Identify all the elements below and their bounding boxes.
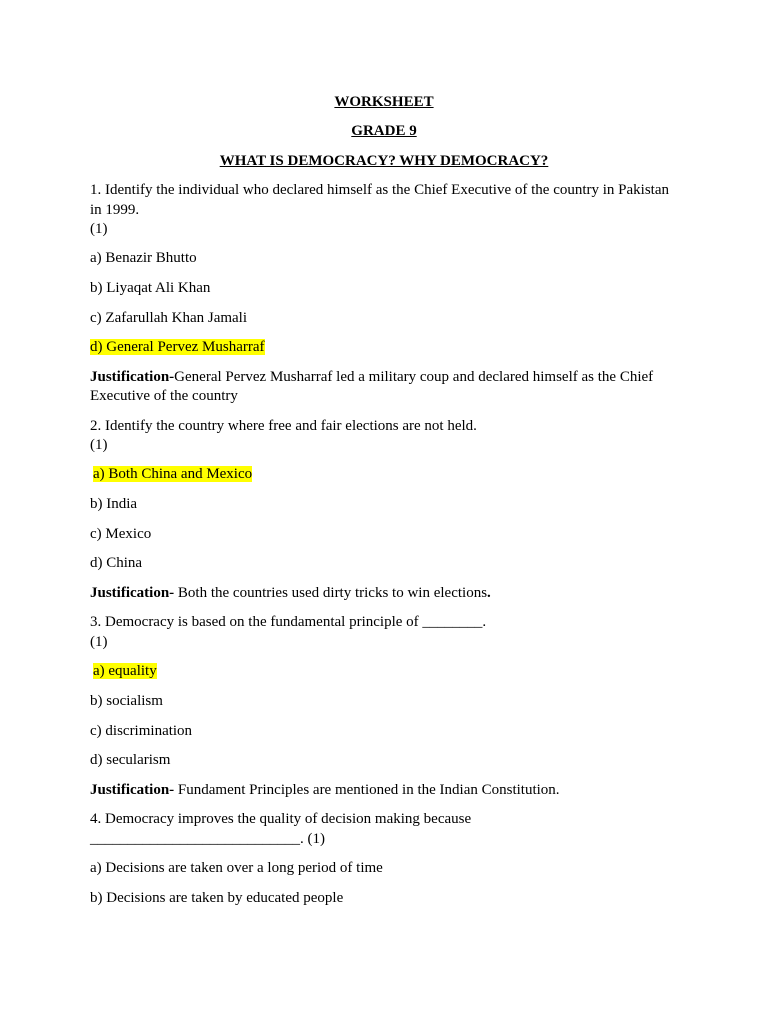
answer-highlight: a) equality	[93, 663, 157, 679]
justification-label: Justification-	[90, 585, 175, 601]
question-4-option-b: b) Decisions are taken by educated people	[90, 890, 344, 906]
question-1-option-c: c) Zafarullah Khan Jamali	[90, 310, 248, 326]
question-1-justification	[90, 368, 653, 387]
justification-text: General Pervez Musharraf led a military coup and declared himself as the Chief	[174, 369, 654, 385]
question-2-option-a-answer	[93, 465, 252, 484]
question-2-option-b: b) India	[90, 496, 138, 512]
question-1-option-d-answer	[90, 338, 265, 357]
question-2-option-d: d) China	[90, 555, 143, 571]
grade-heading: GRADE 9	[351, 123, 417, 139]
question-1-justification-cont: Executive of the country	[90, 388, 238, 404]
chapter-heading: WHAT IS DEMOCRACY? WHY DEMOCRACY?	[219, 153, 549, 169]
worksheet-title: WORKSHEET	[334, 94, 434, 110]
question-3-option-c: c) discrimination	[90, 723, 193, 739]
question-3-marks: (1)	[90, 634, 108, 650]
question-1-text-cont: in 1999.	[90, 202, 140, 218]
answer-highlight: a) Both China and Mexico	[93, 466, 253, 482]
question-4-option-a: a) Decisions are taken over a long period of time	[90, 860, 383, 876]
question-1-text: 1. Identify the individual who declared himself as the Chief Executive of the country in Pakistan	[90, 182, 670, 198]
justification-label: Justification-	[90, 782, 175, 798]
justification-period: .	[487, 585, 491, 601]
question-1-option-a: a) Benazir Bhutto	[90, 250, 197, 266]
question-1-marks: (1)	[90, 221, 108, 237]
question-1-option-b: b) Liyaqat Ali Khan	[90, 280, 211, 296]
question-4-text: 4. Democracy improves the quality of decision making because	[90, 811, 472, 827]
justification-label: Justification-	[90, 369, 175, 385]
question-3-text: 3. Democracy is based on the fundamental principle of ________.	[90, 614, 487, 630]
question-4-blank-marks: ____________________________. (1)	[90, 831, 325, 847]
justification-text: Fundament Principles are mentioned in the Indian Constitution.	[174, 782, 560, 798]
question-3-option-d: d) secularism	[90, 752, 171, 768]
answer-highlight: d) General Pervez Musharraf	[90, 339, 265, 355]
question-2-text: 2. Identify the country where free and fair elections are not held.	[90, 418, 477, 434]
question-2-option-c: c) Mexico	[90, 526, 152, 542]
question-2-justification	[90, 584, 491, 603]
question-3-option-b: b) socialism	[90, 693, 163, 709]
question-2-marks: (1)	[90, 437, 108, 453]
question-3-option-a-answer	[93, 662, 157, 681]
justification-text: Both the countries used dirty tricks to win elections	[174, 585, 488, 601]
question-3-justification	[90, 781, 560, 800]
